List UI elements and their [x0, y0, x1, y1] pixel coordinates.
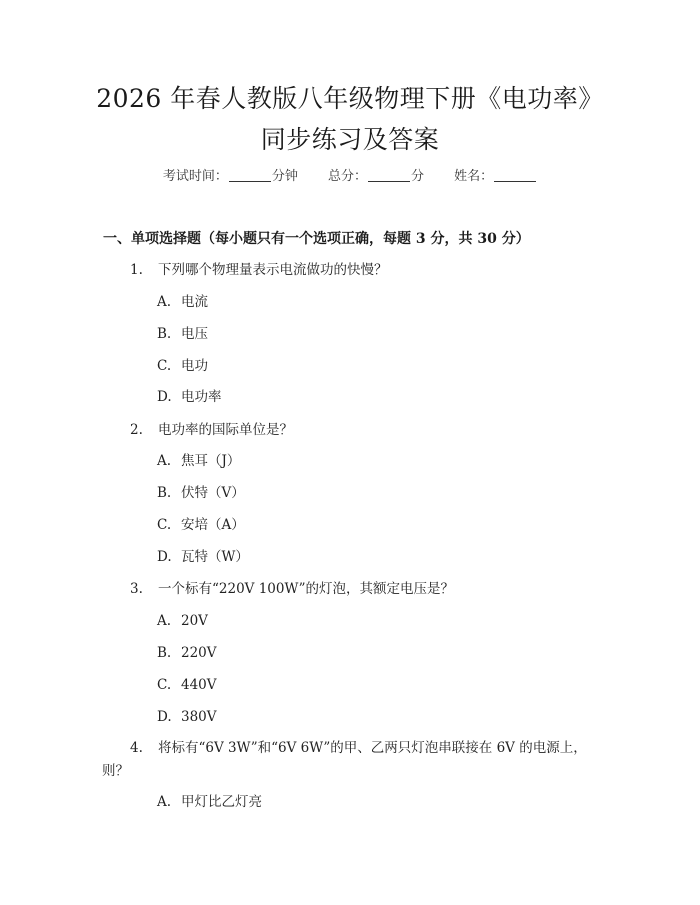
question-3-option-a [157, 610, 208, 632]
question-1-option-b [157, 323, 208, 345]
question-text: 一个标有“220V 100W”的灯泡，其额定电压是？ [158, 581, 455, 597]
section-heading: 一、单项选择题（每小题只有一个选项正确，每题 3 分，共 30 分） [103, 231, 530, 247]
total-score-field [328, 166, 424, 188]
question-text: 电功率的国际单位是？ [158, 422, 293, 438]
option-text: 220V [181, 645, 217, 661]
option-letter: C. [157, 517, 172, 533]
option-letter: A. [157, 453, 172, 469]
option-letter: C. [157, 358, 172, 374]
option-text: 电功率 [181, 389, 222, 405]
option-text: 电流 [181, 294, 208, 310]
option-text: 安培（A） [181, 517, 245, 533]
question-text-line-2: 则？ [102, 763, 129, 779]
question-2-option-c [157, 514, 245, 536]
total-score-label: 总分： [327, 169, 367, 184]
total-score-unit: 分 [411, 169, 425, 184]
exam-time-label: 考试时间： [162, 169, 228, 184]
question-2 [130, 419, 293, 441]
option-letter: B. [157, 485, 172, 501]
option-text: 焦耳（J） [181, 453, 241, 469]
option-text: 伏特（V） [181, 485, 245, 501]
option-text: 甲灯比乙灯亮 [181, 794, 262, 810]
question-1-option-d [157, 386, 222, 408]
option-letter: D. [157, 389, 172, 405]
exam-time-blank [229, 167, 271, 182]
student-name-field [454, 166, 537, 188]
option-text: 电功 [181, 358, 208, 374]
exam-time-unit: 分钟 [271, 169, 298, 184]
option-letter: D. [157, 709, 172, 725]
option-letter: A. [157, 294, 172, 310]
question-number: 1. [130, 262, 143, 278]
question-text: 下列哪个物理量表示电流做功的快慢？ [158, 262, 388, 278]
question-2-option-d [157, 546, 249, 568]
question-2-option-b [157, 482, 245, 504]
option-letter: B. [157, 326, 172, 342]
question-3-option-b [157, 642, 217, 664]
option-letter: C. [157, 677, 172, 693]
question-3-option-d [157, 706, 217, 728]
question-1-option-a [157, 291, 208, 313]
document-title-line-1: 2026 年春人教版八年级物理下册《电功率》 [96, 84, 604, 113]
question-1 [130, 259, 388, 281]
option-text: 瓦特（W） [181, 549, 249, 565]
option-text: 电压 [181, 326, 208, 342]
question-3 [130, 578, 454, 600]
option-text: 440V [181, 677, 217, 693]
question-number: 4. [130, 740, 143, 756]
question-4 [102, 737, 590, 783]
option-letter: A. [157, 794, 172, 810]
exam-time-field [163, 166, 298, 188]
student-name-blank [494, 167, 536, 182]
question-3-option-c [157, 674, 217, 696]
option-letter: D. [157, 549, 172, 565]
question-4-option-a [157, 791, 262, 813]
total-score-blank [368, 167, 410, 182]
option-text: 20V [181, 613, 208, 629]
question-1-option-c [157, 355, 208, 377]
exam-info-row [0, 166, 700, 188]
option-letter: B. [157, 645, 172, 661]
document-title-line-2: 同步练习及答案 [260, 125, 440, 154]
question-text-line-1: 将标有“6V 3W”和“6V 6W”的甲、乙两只灯泡串联接在 6V 的电源上， [158, 740, 587, 756]
option-letter: A. [157, 613, 172, 629]
question-number: 3. [130, 581, 143, 597]
student-name-label: 姓名： [454, 169, 494, 184]
question-2-option-a [157, 450, 240, 472]
option-text: 380V [181, 709, 217, 725]
question-number: 2. [130, 422, 143, 438]
